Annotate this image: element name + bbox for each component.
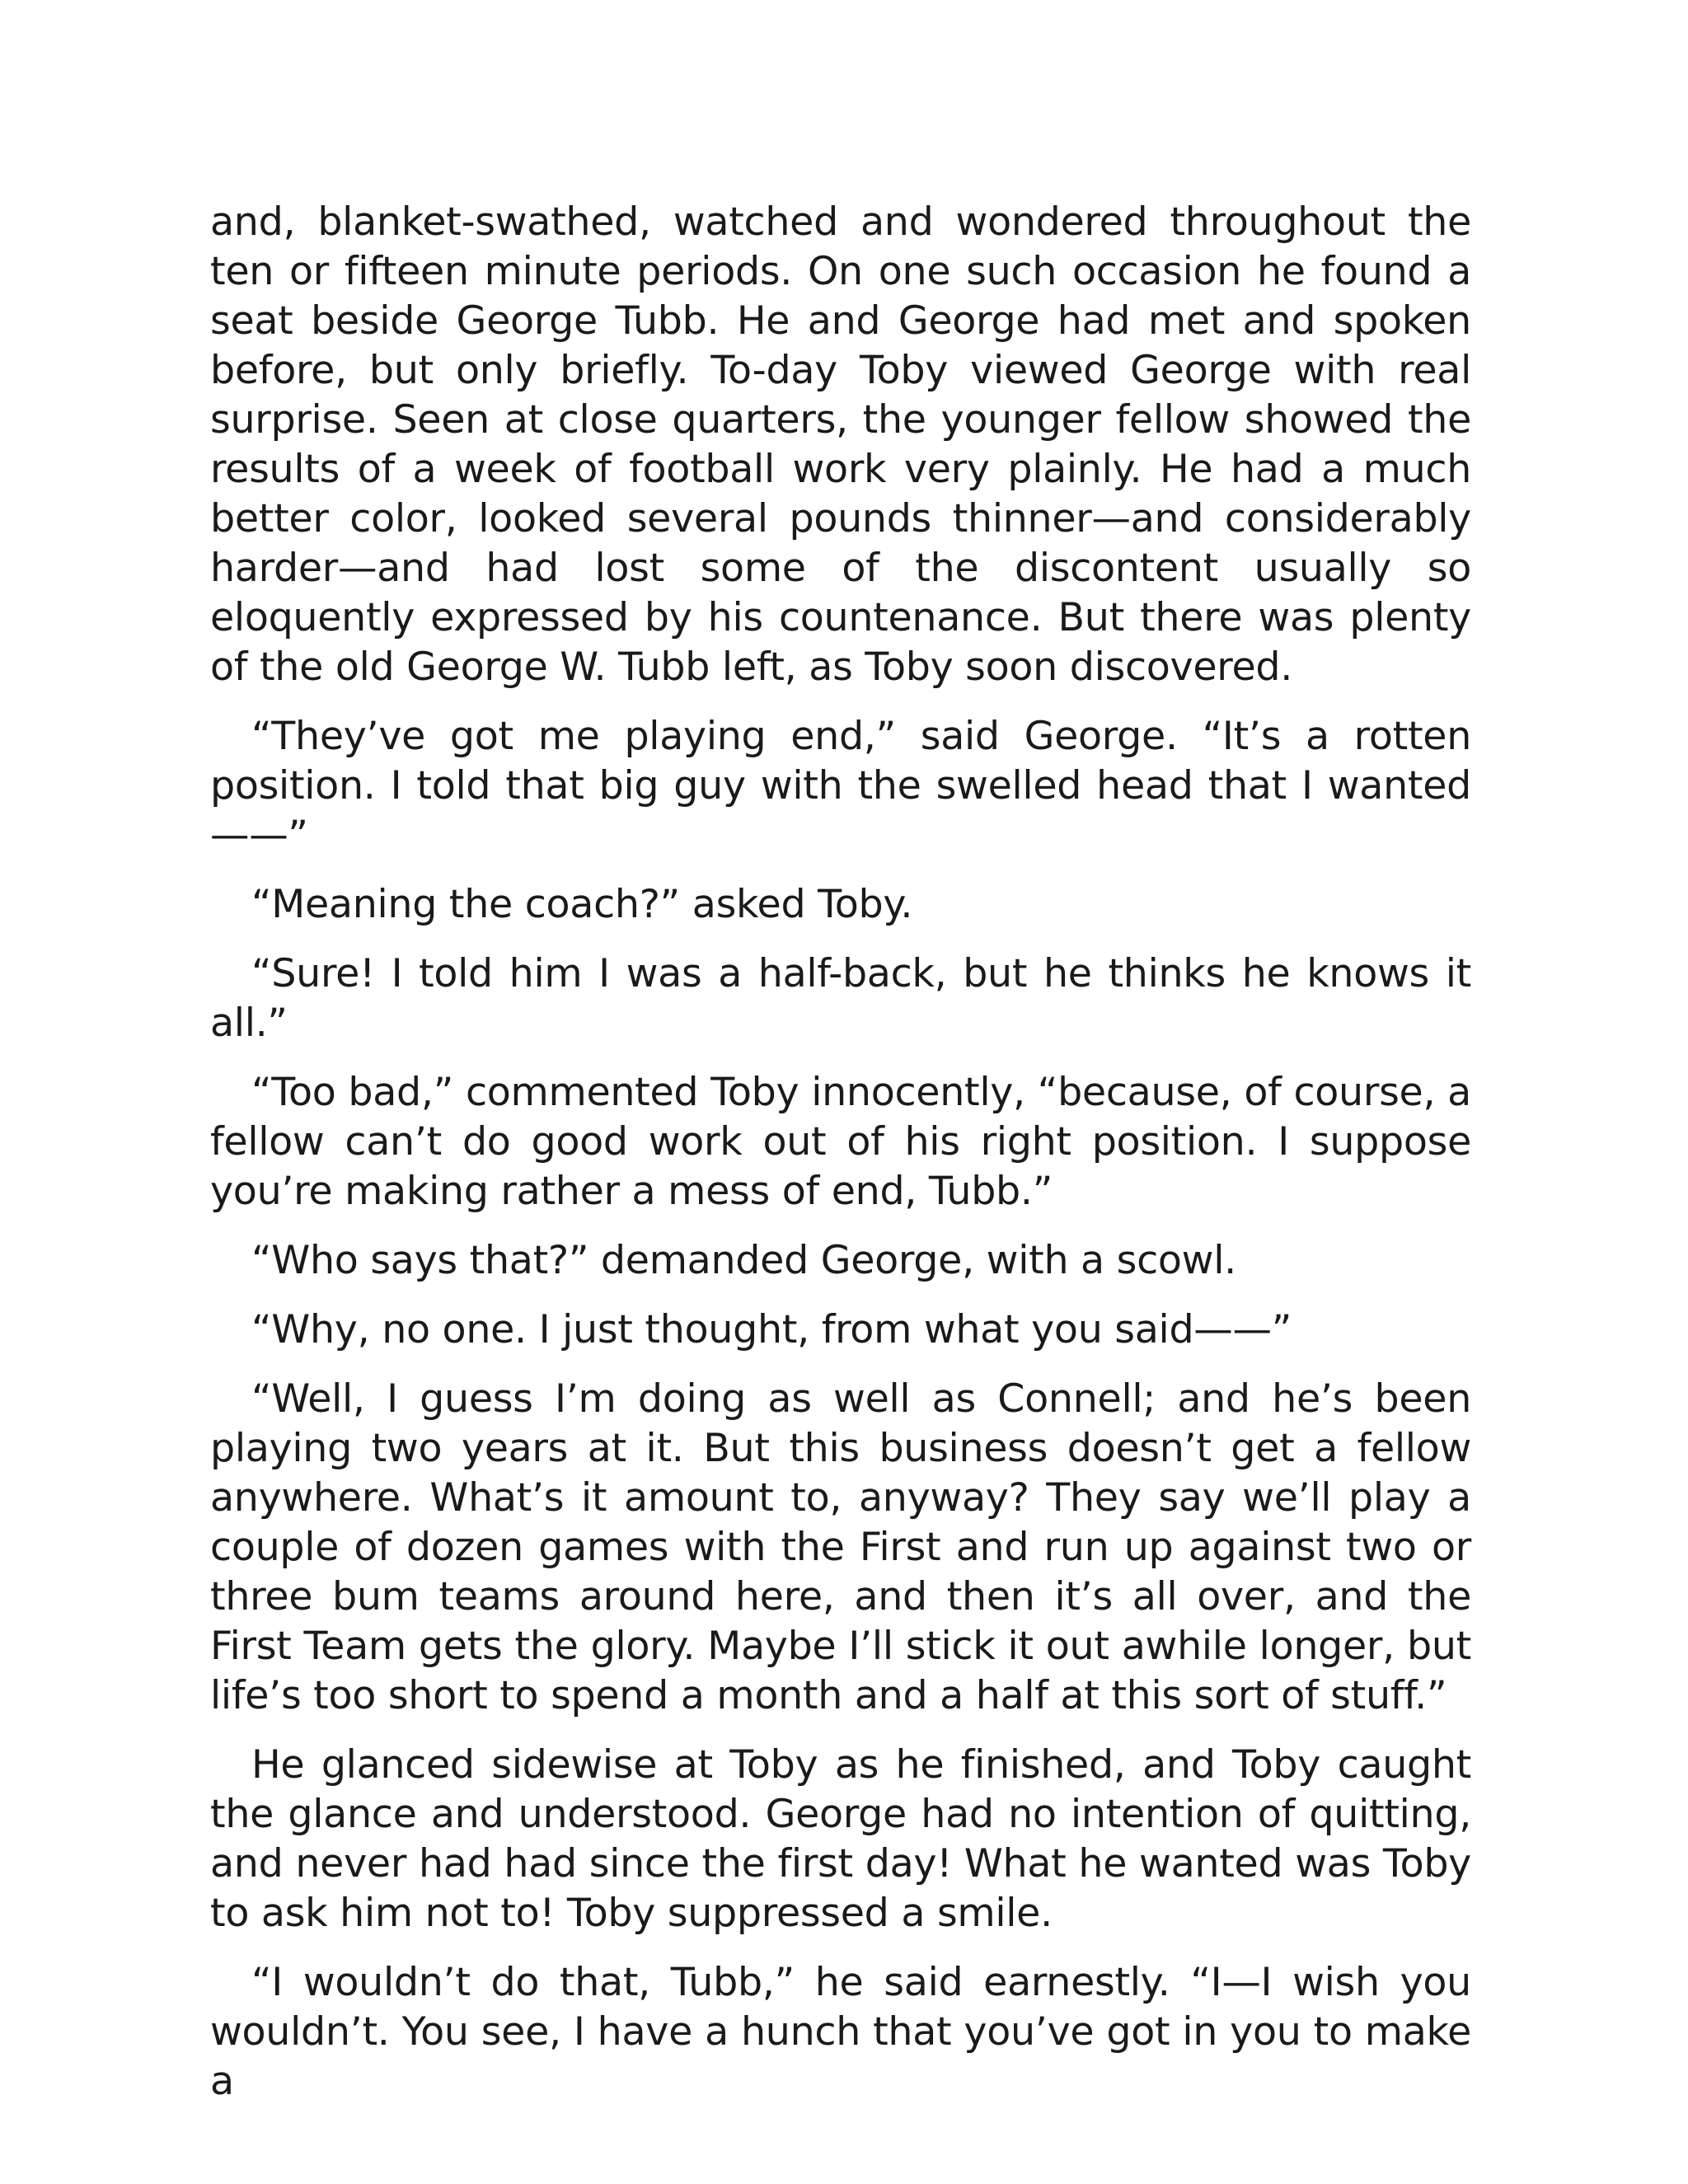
paragraph-1: and, blanket-swathed, watched and wondered throughout the ten or fifteen minute periods. On one such occasion he found a seat beside George Tubb. He and George had met and spoken before, but only briefly. To-day Toby viewed George with real surprise. Seen at close quarters, the younger fellow showed the results of a week of football work very plainly. He had a much better color, looked several pounds thinner—and considerably harder—and had lost some of the discontent usually so eloquently expressed by his countenance. But there was plenty of the old George W. Tubb left, as Toby soon discovered. bbox=[210, 199, 1471, 690]
paragraph-5: “Too bad,” commented Toby innocently, “because, of course, a fellow can’t do good work out of his right position. I suppose you’re making rather a mess of end, Tubb.” bbox=[210, 1070, 1471, 1214]
paragraph-2: “They’ve got me playing end,” said George. “It’s a rotten position. I told that big guy with the swelled head that I wanted——” bbox=[210, 714, 1471, 858]
paragraph-7: “Why, no one. I just thought, from what you said——” bbox=[251, 1307, 1292, 1352]
book-page-body bbox=[210, 198, 1471, 2126]
paragraph-4: “Sure! I told him I was a half-back, but he thinks he knows it all.” bbox=[210, 951, 1471, 1046]
paragraph-10: “I wouldn’t do that, Tubb,” he said earnestly. “I—I wish you wouldn’t. You see, I have a hunch that you’ve got in you to make a bbox=[210, 1960, 1471, 2104]
paragraph-3: “Meaning the coach?” asked Toby. bbox=[251, 882, 913, 927]
paragraph-6: “Who says that?” demanded George, with a scowl. bbox=[251, 1238, 1236, 1283]
paragraph-8: “Well, I guess I’m doing as well as Connell; and he’s been playing two years at it. But this business doesn’t get a fellow anywhere. What’s it amount to, anyway? They say we’ll play a couple of dozen games with the First and run up against two or three bum teams around here, and then it’s all over, and the First Team gets the glory. Maybe I’ll stick it out awhile longer, but life’s too short to spend a month and a half at this sort of stuff.” bbox=[210, 1376, 1471, 1718]
paragraph-9: He glanced sidewise at Toby as he finished, and Toby caught the glance and understood. George had no intention of quitting, and never had had since the first day! What he wanted was Toby to ask him not to! Toby suppressed a smile. bbox=[210, 1742, 1471, 1936]
